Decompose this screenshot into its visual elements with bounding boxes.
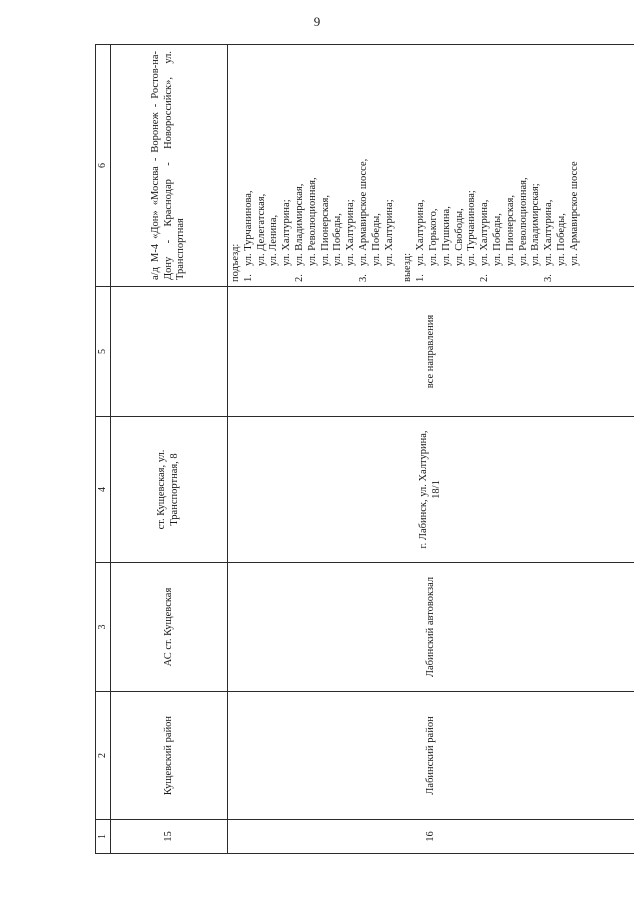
list-item: 3.ул. Халтурина, bbox=[543, 199, 555, 282]
list-item: ул. Революционная, bbox=[517, 177, 529, 266]
route-exit-list bbox=[415, 49, 581, 282]
page-number: 9 bbox=[313, 14, 321, 29]
list-item: ул. Пионерская, bbox=[319, 195, 331, 266]
list-item: 3.ул. Армавирское шоссе, bbox=[357, 158, 369, 282]
district-cell: Лабинский район bbox=[228, 692, 634, 820]
list-item: ул. Пионерская, bbox=[504, 195, 516, 266]
column-number: 1 bbox=[96, 820, 111, 854]
list-item: ул. Горького, bbox=[427, 208, 439, 266]
route-cell bbox=[228, 45, 634, 287]
route-exit-title: выезд: bbox=[402, 252, 414, 282]
list-item: ул. Турчанинова; bbox=[466, 190, 478, 266]
list-item: ул. Владимирская; bbox=[530, 183, 542, 266]
list-item: ул. Пушкина, bbox=[440, 206, 452, 266]
route-block-exit bbox=[402, 49, 581, 282]
table-row-16 bbox=[228, 45, 634, 854]
column-number: 3 bbox=[96, 563, 111, 692]
route-cell: а/д М-4 «Дон» «Москва - Воронеж - Ростов-на-Дону - Краснодар - Новороссийск», ул. Транспортная bbox=[111, 45, 228, 287]
station-cell: АС ст. Кущевская bbox=[111, 563, 228, 692]
list-item: ул. Победы, bbox=[332, 213, 344, 266]
district-cell: Кущевский район bbox=[111, 692, 228, 820]
list-item: ул. Халтурина; bbox=[345, 199, 357, 266]
list-item: ул. Победы, bbox=[555, 213, 567, 266]
column-number: 6 bbox=[96, 45, 111, 287]
list-item: ул. Халтурина; bbox=[383, 199, 395, 266]
direction-cell: все направления bbox=[228, 287, 634, 417]
direction-cell bbox=[111, 287, 228, 417]
list-item: 2.ул. Халтурина, bbox=[479, 199, 491, 282]
row-number: 15 bbox=[111, 820, 228, 854]
address-cell: ст. Кущевская, ул. Транспортная, 8 bbox=[111, 417, 228, 563]
list-item: ул. Делегатская, bbox=[255, 193, 267, 266]
route-table-rotated bbox=[95, 45, 627, 854]
list-item: 1.ул. Турчанинова, bbox=[242, 190, 254, 282]
list-item: ул. Победы, bbox=[491, 213, 503, 266]
list-item: ул. Победы, bbox=[370, 213, 382, 266]
list-item: 1.ул. Халтурина, bbox=[415, 199, 427, 282]
column-number: 2 bbox=[96, 692, 111, 820]
column-number: 4 bbox=[96, 417, 111, 563]
address-cell: г. Лабинск, ул. Халтурина, 18/1 bbox=[228, 417, 634, 563]
list-item: ул. Халтурина; bbox=[281, 199, 293, 266]
station-cell: Лабинский автовокзал bbox=[228, 563, 634, 692]
route-entry-list bbox=[243, 49, 397, 282]
route-table bbox=[95, 44, 634, 854]
route-block-entry bbox=[230, 49, 396, 282]
row-number: 16 bbox=[228, 820, 634, 854]
list-item: ул. Армавирское шоссе bbox=[568, 161, 580, 266]
list-item: ул. Ленина, bbox=[268, 214, 280, 266]
column-number-row bbox=[96, 45, 111, 854]
table-row-15 bbox=[111, 45, 228, 854]
list-item: ул. Революционная, bbox=[306, 177, 318, 266]
list-item: 2.ул. Владимирская, bbox=[293, 183, 305, 282]
column-number: 5 bbox=[96, 287, 111, 417]
route-entry-title: подъезд: bbox=[230, 243, 241, 282]
list-item: ул. Свободы, bbox=[453, 208, 465, 266]
